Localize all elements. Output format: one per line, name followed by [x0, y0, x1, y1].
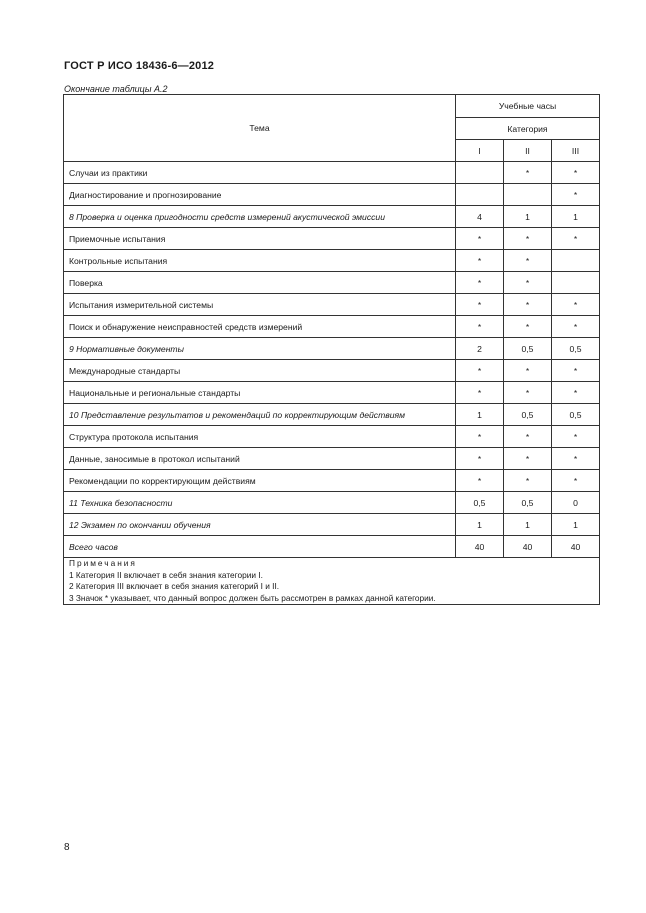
- row-category-1-value: 4: [456, 206, 504, 228]
- row-category-1-value: *: [456, 426, 504, 448]
- table-row: [64, 514, 600, 536]
- row-category-2-value: [504, 184, 552, 206]
- row-category-1-value: *: [456, 250, 504, 272]
- table-row: [64, 360, 600, 382]
- row-category-3-value: [552, 250, 600, 272]
- row-category-2-value: 0,5: [504, 338, 552, 360]
- page-number: 8: [64, 842, 70, 853]
- row-topic: Поверка: [64, 272, 456, 294]
- row-category-3-value: 1: [552, 206, 600, 228]
- row-category-2-value: *: [504, 162, 552, 184]
- row-category-3-value: *: [552, 470, 600, 492]
- table-row: [64, 338, 600, 360]
- row-category-2-value: *: [504, 448, 552, 470]
- row-category-3-value: *: [552, 162, 600, 184]
- row-category-1-value: [456, 162, 504, 184]
- row-topic: Приемочные испытания: [64, 228, 456, 250]
- table-row: [64, 206, 600, 228]
- table-row: [64, 316, 600, 338]
- row-category-1-value: 1: [456, 404, 504, 426]
- row-category-3-value: 0,5: [552, 404, 600, 426]
- header-category-2: II: [504, 140, 552, 162]
- row-category-1-value: *: [456, 470, 504, 492]
- row-topic: Структура протокола испытания: [64, 426, 456, 448]
- row-category-3-value: *: [552, 426, 600, 448]
- row-category-1-value: 2: [456, 338, 504, 360]
- row-category-2-value: *: [504, 316, 552, 338]
- notes-title: Примечания: [69, 558, 137, 568]
- row-category-3-value: 40: [552, 536, 600, 558]
- row-category-2-value: *: [504, 360, 552, 382]
- table-row: [64, 492, 600, 514]
- row-category-3-value: 1: [552, 514, 600, 536]
- row-topic: 12 Экзамен по окончании обучения: [64, 514, 456, 536]
- row-category-3-value: 0: [552, 492, 600, 514]
- row-category-1-value: *: [456, 272, 504, 294]
- row-topic: Национальные и региональные стандарты: [64, 382, 456, 404]
- row-category-2-value: *: [504, 382, 552, 404]
- row-topic: 10 Представление результатов и рекомендаций по корректирующим действиям: [64, 404, 456, 426]
- note-item: 1 Категория II включает в себя знания категории I.: [69, 569, 263, 580]
- row-category-1-value: 1: [456, 514, 504, 536]
- row-category-2-value: 1: [504, 514, 552, 536]
- row-category-2-value: *: [504, 228, 552, 250]
- row-topic: Всего часов: [64, 536, 456, 558]
- header-training-hours: Учебные часы: [456, 95, 600, 118]
- row-category-3-value: *: [552, 360, 600, 382]
- document-standard-header: ГОСТ Р ИСО 18436-6—2012: [64, 60, 215, 72]
- row-category-1-value: 40: [456, 536, 504, 558]
- row-category-3-value: [552, 272, 600, 294]
- row-category-1-value: *: [456, 228, 504, 250]
- row-category-3-value: *: [552, 294, 600, 316]
- row-topic: 8 Проверка и оценка пригодности средств измерений акустической эмиссии: [64, 206, 456, 228]
- row-category-1-value: *: [456, 294, 504, 316]
- row-category-1-value: *: [456, 382, 504, 404]
- row-category-1-value: *: [456, 448, 504, 470]
- notes-cell: [64, 558, 600, 605]
- table-row: [64, 294, 600, 316]
- row-category-1-value: *: [456, 316, 504, 338]
- header-category-3: III: [552, 140, 600, 162]
- header-category: Категория: [456, 118, 600, 140]
- row-topic: Международные стандарты: [64, 360, 456, 382]
- row-topic: Контрольные испытания: [64, 250, 456, 272]
- row-topic: Данные, заносимые в протокол испытаний: [64, 448, 456, 470]
- row-category-2-value: *: [504, 470, 552, 492]
- table-caption: Окончание таблицы А.2: [64, 84, 168, 94]
- table-head: [64, 95, 600, 162]
- note-item: 2 Категория III включает в себя знания категорий I и II.: [69, 581, 280, 591]
- row-category-3-value: *: [552, 228, 600, 250]
- row-topic: Испытания измерительной системы: [64, 294, 456, 316]
- table-row: [64, 448, 600, 470]
- table-row: [64, 404, 600, 426]
- table-row: [64, 536, 600, 558]
- row-topic: Случаи из практики: [64, 162, 456, 184]
- row-topic: 9 Нормативные документы: [64, 338, 456, 360]
- table-body: [64, 162, 600, 558]
- row-category-3-value: *: [552, 184, 600, 206]
- row-category-3-value: *: [552, 382, 600, 404]
- row-topic: Диагностирование и прогнозирование: [64, 184, 456, 206]
- header-category-1: I: [456, 140, 504, 162]
- row-category-3-value: *: [552, 448, 600, 470]
- table-row: [64, 250, 600, 272]
- row-category-2-value: *: [504, 294, 552, 316]
- table-row: [64, 382, 600, 404]
- notes-row: [64, 558, 600, 605]
- row-category-2-value: 1: [504, 206, 552, 228]
- row-category-2-value: 0,5: [504, 492, 552, 514]
- row-topic: Рекомендации по корректирующим действиям: [64, 470, 456, 492]
- row-category-2-value: *: [504, 272, 552, 294]
- row-category-2-value: 0,5: [504, 404, 552, 426]
- row-category-2-value: *: [504, 250, 552, 272]
- row-category-2-value: *: [504, 426, 552, 448]
- table-row: [64, 162, 600, 184]
- table-row: [64, 228, 600, 250]
- row-category-1-value: 0,5: [456, 492, 504, 514]
- header-topic: Тема: [64, 95, 456, 162]
- row-category-2-value: 40: [504, 536, 552, 558]
- row-category-3-value: *: [552, 316, 600, 338]
- table-row: [64, 426, 600, 448]
- note-item: 3 Значок * указывает, что данный вопрос должен быть рассмотрен в рамках данной категории.: [69, 592, 436, 603]
- row-category-3-value: 0,5: [552, 338, 600, 360]
- training-hours-table: [63, 94, 600, 605]
- row-category-1-value: *: [456, 360, 504, 382]
- row-topic: Поиск и обнаружение неисправностей средств измерений: [64, 316, 456, 338]
- row-topic: 11 Техника безопасности: [64, 492, 456, 514]
- table-row: [64, 272, 600, 294]
- table-row: [64, 184, 600, 206]
- table-row: [64, 470, 600, 492]
- row-category-1-value: [456, 184, 504, 206]
